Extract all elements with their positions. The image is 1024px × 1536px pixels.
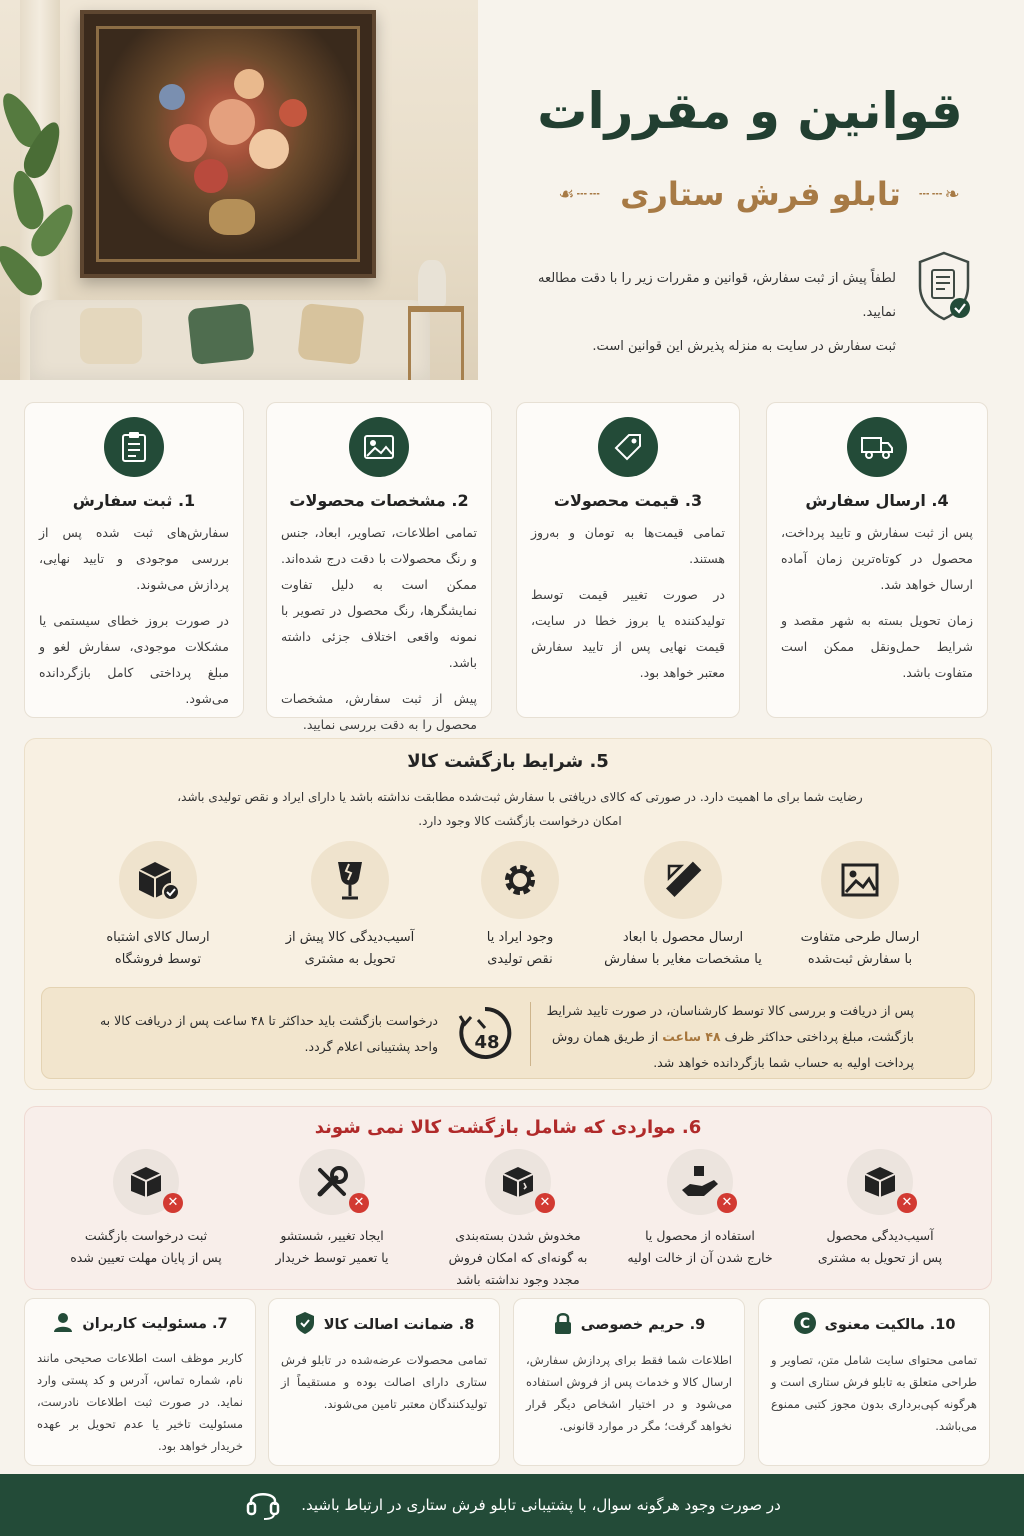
non-returnable-item <box>247 1149 417 1269</box>
card-body <box>39 520 229 712</box>
card-title: 8. ضمانت اصالت کالا <box>323 1317 475 1333</box>
box-check-icon <box>119 841 197 919</box>
hero-room-photo <box>0 0 478 380</box>
reason-line-2: با سفارش ثبت‌شده <box>807 952 913 967</box>
card-paragraph: تمامی قیمت‌ها به تومان و به‌روز هستند. <box>531 525 725 566</box>
returns-title: 5. شرایط بازگشت کالا <box>407 751 609 772</box>
card-title: 9. حریم خصوصی <box>580 1317 706 1333</box>
intro-line-2: ثبت سفارش در سایت به منزله پذیرش این قوانین است. <box>592 339 896 354</box>
card-title: 2. مشخصات محصولات <box>289 491 469 510</box>
item-line-1: مخدوش شدن بسته‌بندی <box>455 1228 581 1243</box>
card-authenticity-guarantee <box>268 1298 500 1466</box>
non-returnable-title: 6. مواردی که شامل بازگشت کالا نمی شوند <box>314 1117 702 1138</box>
card-paragraph: پس از ثبت سفارش و تایید پرداخت، محصول در کوتاه‌ترین زمان آماده ارسال خواهد شد. <box>781 525 973 592</box>
clock-number: 48 <box>474 1032 500 1053</box>
x-icon: ✕ <box>897 1193 917 1213</box>
card-title: 4. ارسال سفارش <box>805 491 949 510</box>
reason-line-1: ارسال محصول با ابعاد <box>622 930 744 945</box>
headset-icon <box>243 1483 283 1527</box>
footer-text: در صورت وجود هرگونه سوال، با پشتیبانی تابلو فرش ستاری در ارتباط باشید. <box>301 1496 781 1514</box>
tools-icon <box>299 1149 365 1215</box>
intro-line-1: لطفاً پیش از ثبت سفارش، قوانین و مقررات زیر را با دقت مطالعه نمایید. <box>537 271 896 320</box>
subtitle-row <box>540 172 980 216</box>
non-returnable-section <box>24 1106 992 1290</box>
card-privacy <box>513 1298 745 1466</box>
refund-highlight: ۴۸ ساعت <box>662 1029 721 1044</box>
item-line-2: به گونه‌ای که امکان فروش <box>448 1250 588 1265</box>
item-line-3: مجدد وجود نداشته باشد <box>456 1272 580 1287</box>
x-icon: ✕ <box>163 1193 183 1213</box>
picture-icon <box>821 841 899 919</box>
ruler-icon <box>644 841 722 919</box>
card-paragraph: در صورت تغییر قیمت توسط تولیدکننده یا بروز خطا در سایت، قیمت نهایی پس از تایید سفارش معتبر خواهد بود. <box>531 587 725 680</box>
item-line-2: پس از تحویل به مشتری <box>817 1250 943 1265</box>
reason-line-2: تحویل به مشتری <box>304 952 396 967</box>
x-icon: ✕ <box>349 1193 369 1213</box>
card-intellectual-property <box>758 1298 990 1466</box>
svg-text:C: C <box>799 1316 810 1332</box>
clock-48-icon <box>456 1004 514 1062</box>
x-icon: ✕ <box>717 1193 737 1213</box>
page-subtitle: تابلو فرش ستاری <box>620 175 901 213</box>
image-icon <box>349 417 409 477</box>
document-shield-icon <box>915 250 973 322</box>
return-deadline-text: درخواست بازگشت باید حداکثر تا ۴۸ ساعت پس از دریافت کالا به واحد پشتیبانی اعلام گردد. <box>99 1013 438 1054</box>
non-returnable-item <box>61 1149 231 1269</box>
card-title: 7. مسئولیت کاربران <box>82 1316 228 1332</box>
item-line-2: پس از پایان مهلت تعیین شده <box>70 1250 222 1265</box>
user-icon <box>52 1311 74 1337</box>
item-line-1: استفاده از محصول یا <box>645 1228 755 1243</box>
card-body <box>281 520 477 738</box>
non-returnable-item <box>433 1149 603 1291</box>
card-order-shipping <box>766 402 988 718</box>
return-reason-production-defect <box>435 841 605 971</box>
price-tag-icon <box>598 417 658 477</box>
card-product-specs <box>266 402 492 732</box>
card-paragraph: زمان تحویل بسته به شهر مقصد و شرایط حمل‌ونقل ممکن است متفاوت باشد. <box>781 613 973 680</box>
damaged-box-icon <box>485 1149 551 1215</box>
card-body: اطلاعات شما فقط برای پردازش سفارش، ارسال کالا و خدمات پس از فروش استفاده می‌شود و در اختیار اشخاص دیگر قرار نخواهد گرفت؛ مگر در موارد قانونی. <box>526 1353 732 1433</box>
non-returnable-item <box>615 1149 785 1269</box>
return-reason-wrong-size <box>593 841 773 971</box>
card-body: تمامی محتوای سایت شامل متن، تصاویر و طراحی متعلق به تابلو فرش ستاری است و هرگونه کپی‌برداری بدون مجوز کتبی ممنوع می‌باشد. <box>771 1353 977 1433</box>
non-returnable-item <box>795 1149 965 1269</box>
clipboard-icon <box>104 417 164 477</box>
truck-icon <box>847 417 907 477</box>
card-title: 3. قیمت محصولات <box>553 491 703 510</box>
card-body <box>781 520 973 686</box>
ornament-right: ❧┄┄ <box>918 183 962 205</box>
return-reason-different-design <box>775 841 945 971</box>
card-title: 1. ثبت سفارش <box>72 491 196 510</box>
card-paragraph: تمامی اطلاعات، تصاویر، ابعاد، جنس و رنگ محصولات با دقت درج شده‌اند. ممکن است به دلیل تفاوت نمایشگرها، رنگ محصول در تصویر با نمونه واقعی اختلاف جزئی داشته باشد. <box>281 525 477 670</box>
card-user-responsibility <box>24 1298 256 1466</box>
intro-text <box>520 262 896 364</box>
refund-text-part: از طریق همان روش پرداخت اولیه به حساب شما بازگردانده خواهد شد. <box>551 1029 914 1070</box>
refund-text-part: پس از دریافت و بررسی کالا توسط کارشناسان، در صورت تایید شرایط بازگشت، مبلغ پرداختی حداکثر ظرف <box>546 1003 914 1044</box>
item-line-2: یا تعمیر توسط خریدار <box>275 1250 389 1265</box>
card-product-prices <box>516 402 740 718</box>
card-paragraph: سفارش‌های ثبت شده پس از بررسی موجودی و تایید نهایی، پردازش می‌شوند. <box>39 525 229 592</box>
divider <box>530 1002 531 1066</box>
item-line-2: خارج شدن آن از خالت اولیه <box>627 1250 773 1265</box>
box-icon <box>113 1149 179 1215</box>
reason-line-1: آسیب‌دیدگی کالا پیش از <box>285 930 415 945</box>
copyright-icon <box>793 1311 817 1339</box>
gear-icon <box>481 841 559 919</box>
returns-intro: رضایت شما برای ما اهمیت دارد. در صورتی که کالای دریافتی با سفارش ثبت‌شده مطابقت نداشته باشد یا دارای ایراد و نقص تولیدی باشد، امکان درخواست بازگشت کالا وجود دارد. <box>177 790 863 828</box>
card-order-registration <box>24 402 244 718</box>
lock-icon <box>553 1311 573 1339</box>
card-paragraph: در صورت بروز خطای سیستمی یا مشکلات موجودی، سفارش لغو و مبلغ پرداختی کامل بازگردانده می‌شود. <box>39 613 229 706</box>
shield-check-icon <box>294 1311 316 1339</box>
card-title: 10. مالکیت معنوی <box>824 1317 956 1333</box>
refund-text <box>518 998 914 1076</box>
box-icon <box>847 1149 913 1215</box>
returns-section <box>24 738 992 1090</box>
item-line-1: آسیب‌دیدگی محصول <box>826 1228 934 1243</box>
card-paragraph: پیش از ثبت سفارش، مشخصات محصول را به دقت بررسی نمایید. <box>281 691 477 732</box>
return-reason-damaged-before-delivery <box>265 841 435 971</box>
footer-bar <box>0 1474 1024 1536</box>
reason-line-2: توسط فروشگاه <box>114 952 202 967</box>
x-icon: ✕ <box>535 1193 555 1213</box>
page-title: قوانین و مقررات <box>537 82 963 140</box>
return-reason-wrong-item <box>73 841 243 971</box>
reason-line-2: یا مشخصات مغایر با سفارش <box>604 952 762 967</box>
broken-glass-icon <box>311 841 389 919</box>
reason-line-1: ارسال طرحی متفاوت <box>800 930 920 945</box>
item-line-1: ثبت درخواست بازگشت <box>84 1228 208 1243</box>
card-body: تمامی محصولات عرضه‌شده در تابلو فرش ستاری دارای اصالت بوده و مستقیماً از تولیدکنندگان معتبر تامین می‌شوند. <box>281 1353 487 1411</box>
reason-line-1: ارسال کالای اشتباه <box>106 930 210 945</box>
reason-line-1: وجود ایراد یا <box>486 930 554 945</box>
card-body <box>531 520 725 686</box>
refund-info-box <box>41 987 975 1079</box>
reason-line-2: نقص تولیدی <box>487 952 553 967</box>
ornament-left: ┄┄☙ <box>558 183 603 205</box>
hand-box-icon <box>667 1149 733 1215</box>
item-line-1: ایجاد تغییر، شستشو <box>280 1228 384 1243</box>
card-body: کاربر موظف است اطلاعات صحیحی مانند نام، شماره تماس، آدرس و کد پستی وارد نماید. در صورت ثبت اطلاعات نادرست، مسئولیت تاخیر یا عدم تحویل بر عهده خریدار خواهد بود. <box>37 1351 243 1453</box>
carpet-painting-frame <box>80 10 376 278</box>
